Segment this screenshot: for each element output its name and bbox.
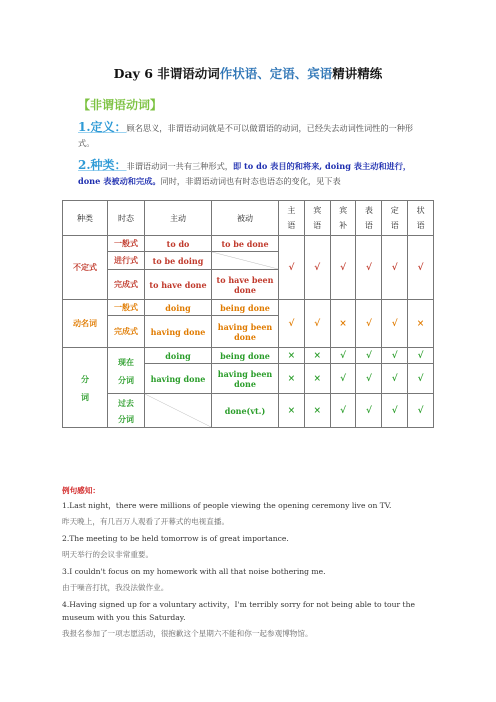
mark-cell: √ [330, 394, 356, 428]
present-participle-label: 现在 分词 [108, 348, 145, 394]
mark-cell: √ [356, 236, 382, 300]
header-cell: 被动 [212, 201, 279, 236]
active-cell: to do [145, 236, 212, 252]
types-paragraph [78, 158, 426, 189]
active-cell: having done [145, 316, 212, 348]
header-cell: 表 语 [356, 201, 382, 236]
table-header-row [63, 201, 434, 236]
examples-block [62, 484, 434, 644]
forms-table [62, 200, 434, 428]
passive-cell: having been done [212, 364, 279, 394]
mark-cell: × [304, 394, 330, 428]
tense-cell: 一般式 [108, 236, 145, 252]
passive-cell: having been done [212, 316, 279, 348]
passive-cell: done(vt.) [212, 394, 279, 428]
active-cell: doing [145, 348, 212, 364]
page-title [0, 64, 496, 82]
definition-text: 顾名思义，非谓语动词就是不可以做谓语的动词，已经失去动词性词性的一种形式。 [78, 123, 414, 148]
active-cell: to have done [145, 270, 212, 300]
mark-cell: √ [382, 394, 408, 428]
header-cell: 时态 [108, 201, 145, 236]
header-cell: 状 语 [408, 201, 434, 236]
table-row [63, 348, 434, 364]
section-tag: 【非谓语动词】 [78, 98, 163, 112]
active-cell: doing [145, 300, 212, 316]
passive-cell: being done [212, 300, 279, 316]
mark-cell: √ [408, 394, 434, 428]
example-3: 3.I couldn't focus on my homework with all that noise bothering me. [62, 567, 326, 576]
definition-paragraph [78, 120, 426, 151]
kind-participle: 分 词 [63, 348, 108, 428]
mark-cell: √ [382, 300, 408, 348]
passive-cell: being done [212, 348, 279, 364]
example-1-cn: 昨天晚上，有几百万人观看了开幕式的电视直播。 [62, 517, 230, 526]
passive-cell: to be done [212, 236, 279, 252]
example-1: 1.Last night，there were millions of people viewing the opening ceremony live on TV. [62, 501, 392, 510]
types-text3: 同时，非谓语动词也有时态也语态的变化，见下表 [160, 176, 341, 186]
table-row [63, 236, 434, 252]
mark-cell: √ [330, 364, 356, 394]
example-2-cn: 明天举行的会议非常重要。 [62, 550, 154, 559]
mark-cell: √ [382, 348, 408, 364]
header-cell: 宾 补 [330, 201, 356, 236]
header-cell: 定 语 [382, 201, 408, 236]
mark-cell: × [279, 364, 305, 394]
mark-cell: × [279, 348, 305, 364]
examples-heading: 例句感知： [62, 486, 100, 495]
example-2: 2.The meeting to be held tomorrow is of great importance. [62, 534, 289, 543]
header-cell: 宾 语 [304, 201, 330, 236]
header-cell: 主 语 [279, 201, 305, 236]
definition-number: 1.定义： [78, 120, 127, 134]
mark-cell: × [279, 394, 305, 428]
mark-cell: √ [408, 364, 434, 394]
example-4-cn: 我报名参加了一项志愿活动，很抱歉这个星期六不能和你一起参观博物馆。 [62, 629, 313, 638]
mark-cell: √ [330, 236, 356, 300]
mark-cell: √ [382, 236, 408, 300]
types-number: 2.种类： [78, 158, 127, 172]
header-cell: 主动 [145, 201, 212, 236]
example-4: 4.Having signed up for a voluntary activity，I'm terribly sorry for not being able to tour the museum with you this Saturday. [62, 600, 415, 622]
mark-cell: √ [408, 236, 434, 300]
mark-cell: √ [408, 348, 434, 364]
types-text1: 非谓语动词一共有三种形式， [126, 161, 233, 171]
passive-cell: to have been done [212, 270, 279, 300]
title-part2: 作状语、定语、宾语 [219, 66, 333, 81]
tense-cell: 一般式 [108, 300, 145, 316]
types-text2: 即 to do 表目的和将来, doing 表主动和进行，done 表被动和完成。 [78, 161, 412, 186]
mark-cell: √ [356, 348, 382, 364]
past-participle-label: 过去 分词 [108, 394, 145, 428]
active-cell: having done [145, 364, 212, 394]
mark-cell: √ [382, 364, 408, 394]
mark-cell: × [408, 300, 434, 348]
mark-cell: √ [304, 300, 330, 348]
tense-cell: 完成式 [108, 316, 145, 348]
mark-cell: √ [356, 364, 382, 394]
mark-cell: √ [356, 300, 382, 348]
kind-gerund: 动名词 [63, 300, 108, 348]
mark-cell: × [330, 300, 356, 348]
kind-infinitive: 不定式 [63, 236, 108, 300]
mark-cell: √ [304, 236, 330, 300]
header-cell: 种类 [63, 201, 108, 236]
table-row [63, 394, 434, 428]
title-part1: Day 6 非谓语动词 [113, 66, 220, 81]
mark-cell: √ [279, 300, 305, 348]
empty-diagonal-cell [212, 252, 279, 270]
active-cell: to be doing [145, 252, 212, 270]
tense-cell: 进行式 [108, 252, 145, 270]
mark-cell: √ [330, 348, 356, 364]
mark-cell: √ [279, 236, 305, 300]
table-row [63, 300, 434, 316]
mark-cell: √ [356, 394, 382, 428]
title-part3: 精讲精练 [332, 66, 383, 81]
mark-cell: × [304, 364, 330, 394]
empty-diagonal-cell [145, 394, 212, 428]
mark-cell: × [304, 348, 330, 364]
tense-cell: 完成式 [108, 270, 145, 300]
example-3-cn: 由于噪音打扰，我没法做作业。 [62, 583, 169, 592]
